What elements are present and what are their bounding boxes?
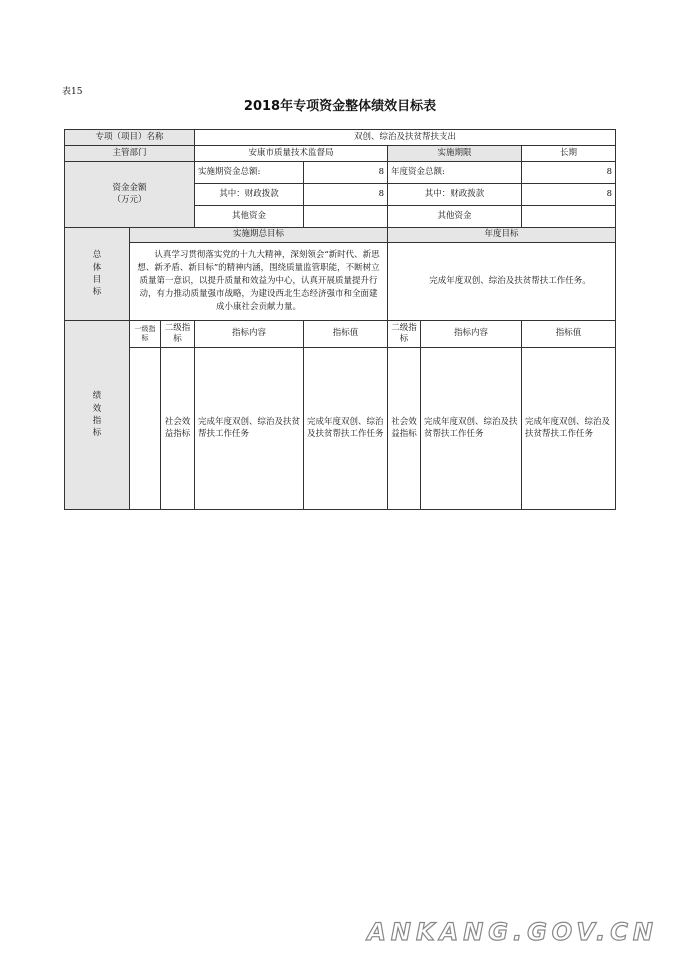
goals-header-row [65, 228, 616, 243]
total-funds-value: 8 [304, 162, 388, 184]
value-cell: 完成年度双创、综治及扶贫帮扶工作任务 [304, 348, 388, 510]
level2-cell: 社会效益指标 [161, 348, 195, 510]
project-label: 专项（项目）名称 [65, 130, 195, 146]
overall-goals-char: 目 [92, 275, 102, 285]
period-value: 长期 [522, 146, 616, 162]
period-goal-text: 认真学习贯彻落实党的十九大精神，深刻领会“新时代、新思想、新矛盾、新目标”的精神内涵，围绕质量监管职能，不断树立质量第一意识，以提升质量和效益为中心，认真开展质量提升行动，有力推动质量强市战略，为建设西北生态经济强市和全面建成小康社会贡献力量。 [130, 243, 388, 321]
period-label: 实施期限 [388, 146, 522, 162]
performance-indicators-label [65, 321, 130, 510]
total-funds-label: 实施期资金总额: [195, 162, 304, 184]
dept-row [65, 146, 616, 162]
level2-header-annual: 二级指标 [388, 321, 421, 348]
content-cell: 完成年度双创、综治及扶贫帮扶工作任务 [195, 348, 304, 510]
page-label: 表15 [62, 87, 83, 97]
other-funds-value [304, 206, 388, 228]
funds-label-line1: 资金金额 [112, 183, 147, 194]
site-watermark: ANKANG.GOV.CN [367, 918, 658, 946]
annual-goal-text: 完成年度双创、综治及扶贫帮扶工作任务。 [388, 243, 616, 321]
other-funds-label: 其他资金 [195, 206, 304, 228]
annual-funds-value: 8 [522, 162, 616, 184]
project-value: 双创、综治及扶贫帮扶支出 [195, 130, 616, 146]
dept-value: 安康市质量技术监督局 [195, 146, 388, 162]
fiscal-value-annual: 8 [522, 184, 616, 206]
annual-goal-header: 年度目标 [388, 228, 616, 243]
performance-target-table [64, 129, 616, 510]
level2-cell-annual: 社会效益指标 [388, 348, 421, 510]
funds-label [65, 162, 195, 228]
project-row [65, 130, 616, 146]
goals-content-row [65, 243, 616, 321]
content-header-annual: 指标内容 [421, 321, 522, 348]
level1-cell [130, 348, 161, 510]
performance-label-char: 绩 [92, 391, 102, 402]
level2-header: 二级指标 [161, 321, 195, 348]
other-funds-label-annual: 其他资金 [388, 206, 522, 228]
period-goal-header: 实施期总目标 [130, 228, 388, 243]
overall-goals-char: 体 [92, 262, 102, 273]
overall-goals-label [65, 228, 130, 321]
annual-funds-label: 年度资金总额: [388, 162, 522, 184]
other-funds-value-annual [522, 206, 616, 228]
fiscal-label: 其中：财政拨款 [195, 184, 304, 206]
funds-total-row [65, 162, 616, 184]
performance-label-char: 效 [92, 403, 102, 414]
performance-label-char: 指 [92, 416, 102, 426]
content-header: 指标内容 [195, 321, 304, 348]
value-cell-annual: 完成年度双创、综治及扶贫帮扶工作任务 [522, 348, 616, 510]
fiscal-value: 8 [304, 184, 388, 206]
dept-label: 主管部门 [65, 146, 195, 162]
value-header-annual: 指标值 [522, 321, 616, 348]
document-title: 2018年专项资金整体绩效目标表 [243, 99, 437, 114]
indicator-header-row [65, 321, 616, 348]
overall-goals-char: 标 [92, 287, 102, 298]
fiscal-label-annual: 其中：财政拨款 [388, 184, 522, 206]
overall-goals-char: 总 [92, 250, 102, 261]
indicator-row [65, 348, 616, 510]
value-header: 指标值 [304, 321, 388, 348]
funds-label-line2: （万元） [112, 194, 147, 205]
content-cell-annual: 完成年度双创、综治及扶贫帮扶工作任务 [421, 348, 522, 510]
performance-label-char: 标 [92, 428, 102, 439]
level1-header: 一级指标 [130, 321, 161, 348]
